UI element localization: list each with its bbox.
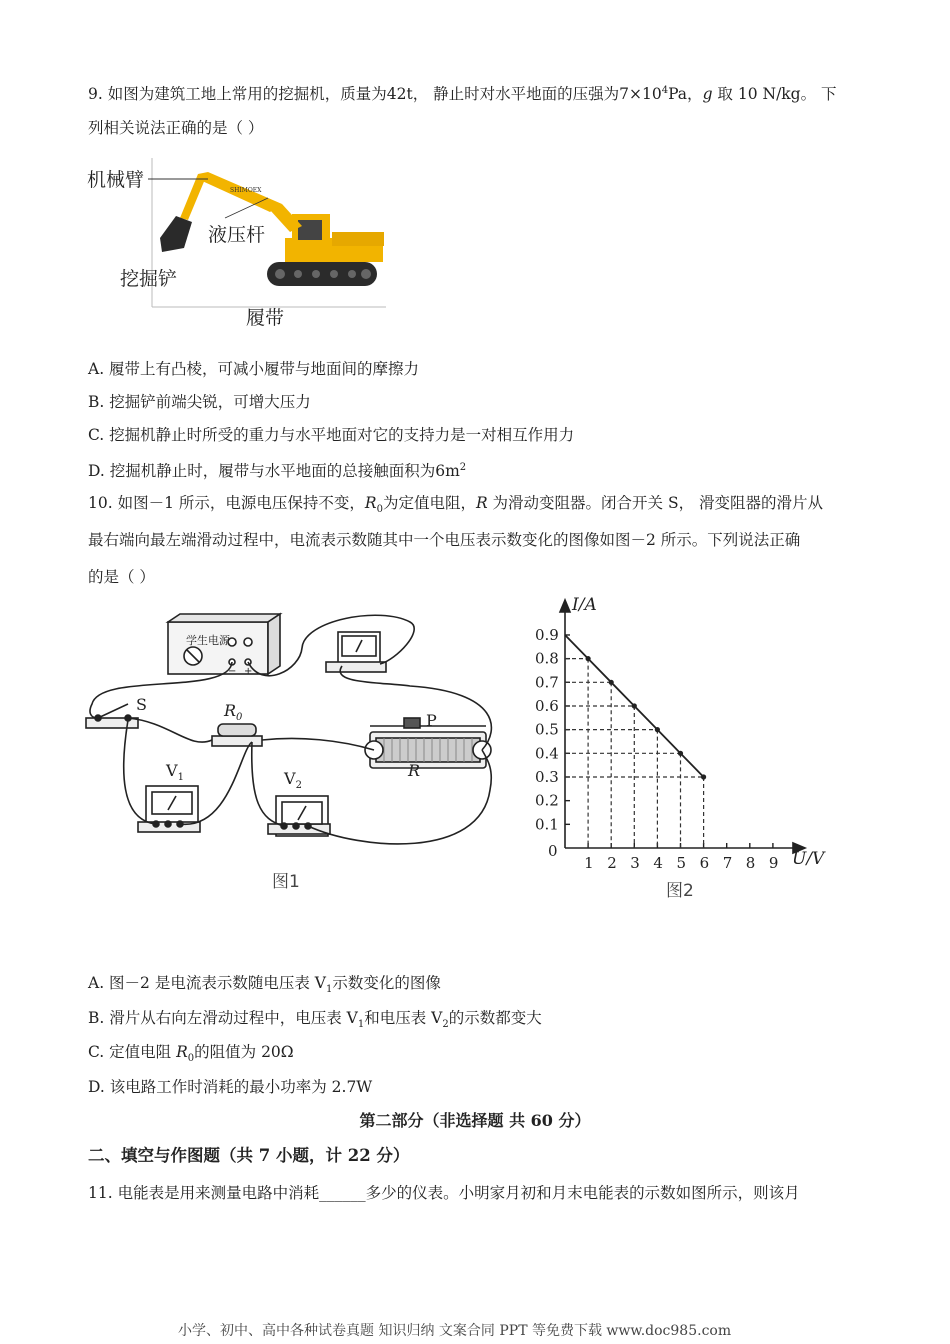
- q10-stem-line3: 的是（ ）: [88, 568, 155, 586]
- x-tick-label: 5: [676, 854, 687, 872]
- y-tick-label: 0.7: [535, 673, 559, 692]
- q10-option-c: C. 定值电阻 $R_0$的阻值为 20Ω: [88, 1043, 294, 1065]
- q11-stem: 11. 电能表是用来测量电路中消耗______多少的仪表。小明家月初和月末电能表的示数如图所示，则该月: [88, 1184, 800, 1202]
- x-tick-label: 3: [630, 854, 640, 872]
- x-tick-label: 1: [584, 854, 594, 872]
- x-axis-label: U/V: [792, 849, 825, 869]
- label-bucket: 挖掘铲: [120, 268, 178, 290]
- section-title: 二、填空与作图题（共 7 小题，计 22 分）: [88, 1146, 410, 1165]
- x-tick-label: 4: [653, 854, 663, 872]
- origin-label: 0: [548, 842, 558, 860]
- r0-label: $R_0$: [224, 701, 243, 723]
- brand-label: SHIMOEX: [230, 187, 262, 194]
- q10-option-a: A. 图－2 是电流表示数随电压表 $V_1$示数变化的图像: [88, 974, 441, 996]
- y-tick-label: 0.4: [535, 744, 559, 763]
- y-axis-label: I/A: [572, 595, 597, 615]
- q10-option-d: D. 该电路工作时消耗的最小功率为 2.7W: [88, 1078, 373, 1096]
- minus-terminal-label: −: [228, 666, 237, 677]
- q9-option-a: A. 履带上有凸棱，可减小履带与地面间的摩擦力: [88, 360, 420, 378]
- q9-option-b: B. 挖掘铲前端尖锐，可增大压力: [88, 393, 311, 411]
- q10-option-b: B. 滑片从右向左滑动过程中，电压表 $V_1$和电压表 $V_2$的示数都变大: [88, 1009, 542, 1031]
- circuit-figure: [80, 600, 510, 900]
- rheostat-label: R: [408, 761, 421, 780]
- y-tick-label: 0.8: [535, 649, 559, 668]
- y-tick-label: 0.5: [535, 720, 559, 739]
- label-cylinder: 液压杆: [208, 224, 266, 246]
- y-tick-label: 0.3: [535, 767, 559, 786]
- fig1-caption: 图1: [272, 872, 300, 892]
- power-supply-label: 学生电源: [186, 634, 230, 647]
- q9-option-d: D. 挖掘机静止时，履带与水平地面的总接触面积为$6m^2$: [88, 462, 467, 481]
- x-tick-label: 2: [607, 854, 617, 872]
- v1-label: $V_1$: [166, 761, 184, 783]
- q9-stem-line1: 9. 如图为建筑工地上常用的挖掘机，质量为42t， 静止时对水平地面的压强为$7\times 10^4Pa$，g 取 10 N/kg。 下: [88, 85, 837, 104]
- x-tick-label: 9: [768, 854, 779, 872]
- q9-stem-line2: 列相关说法正确的是（ ）: [88, 119, 264, 137]
- switch-label: S: [136, 695, 147, 714]
- fig2-caption: 图2: [666, 881, 694, 901]
- data-point: [586, 656, 591, 661]
- q9-option-c: C. 挖掘机静止时所受的重力与水平地面对它的支持力是一对相互作用力: [88, 426, 575, 444]
- data-point: [701, 774, 706, 779]
- q10-stem-line1: 10. 如图－1 所示，电源电压保持不变，$R_0$为定值电阻，R 为滑动变阻器。闭合开关 S， 滑变阻器的滑片从: [88, 494, 824, 516]
- data-point: [632, 703, 637, 708]
- x-tick-label: 6: [699, 854, 710, 872]
- data-point: [655, 727, 660, 732]
- data-point: [678, 751, 683, 756]
- slider-p-label: P: [426, 711, 437, 730]
- label-arm: 机械臂: [87, 169, 145, 191]
- x-tick-label: 8: [745, 854, 756, 872]
- y-tick-label: 0.9: [535, 625, 559, 644]
- plus-terminal-label: +: [244, 666, 253, 677]
- y-tick-label: 0.2: [535, 791, 559, 810]
- y-tick-label: 0.6: [535, 696, 559, 715]
- label-track: 履带: [246, 307, 285, 329]
- data-point: [609, 680, 614, 685]
- x-tick-label: 7: [722, 854, 733, 872]
- v2-label: $V_2$: [284, 769, 302, 791]
- y-axis-arrow: [560, 600, 570, 612]
- part2-title: 第二部分（非选择题 共 60 分）: [359, 1111, 591, 1130]
- q10-stem-line2: 最右端向最左端滑动过程中，电流表示数随其中一个电压表示数变化的图像如图－2 所示。下列说法正确: [88, 531, 801, 549]
- footer-text: 小学、初中、高中各种试卷真题 知识归纳 文案合同 PPT 等免费下载 www.doc985.com: [178, 1323, 732, 1339]
- y-tick-label: 0.1: [535, 815, 559, 834]
- i-u-graph: [520, 590, 840, 910]
